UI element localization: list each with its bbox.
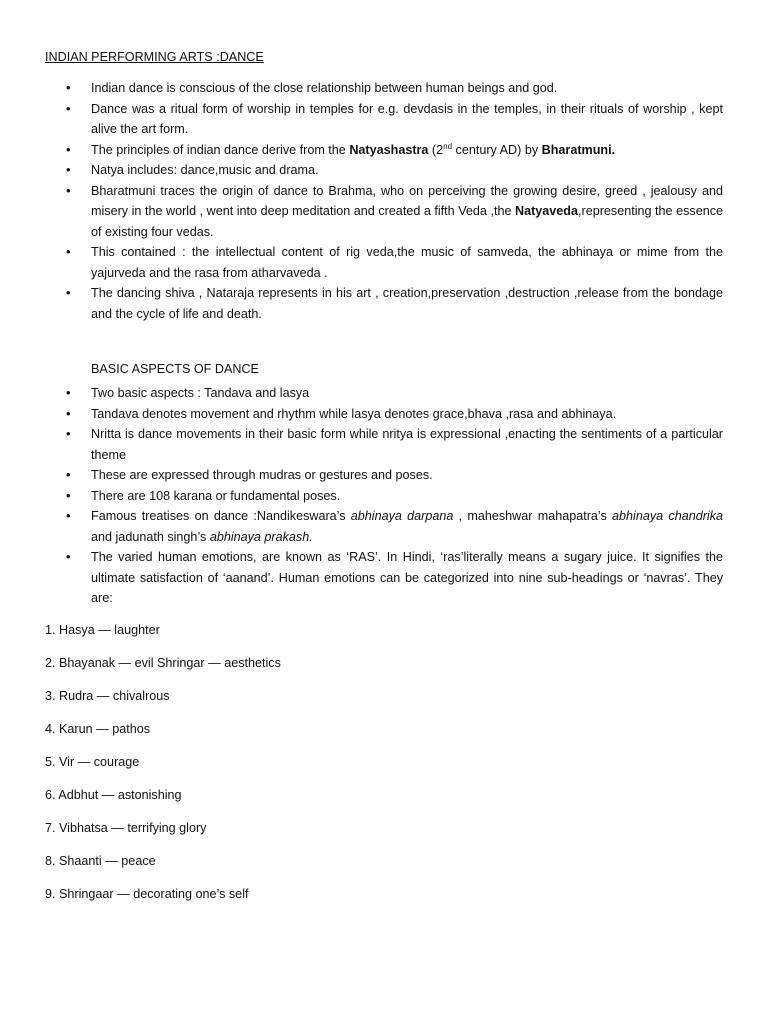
list-item: 6. Adbhut — astonishing — [45, 788, 182, 802]
list-item: 3. Rudra — chivalrous — [45, 689, 170, 703]
list-item: • There are 108 karana or fundamental poses. — [0, 486, 768, 507]
list-item: • Two basic aspects : Tandava and lasya — [0, 383, 768, 404]
bullet-icon: • — [66, 508, 71, 523]
list-item: • These are expressed through mudras or gestures and poses. — [0, 465, 768, 486]
aspects-bullet-list — [0, 383, 768, 609]
bullet-icon: • — [66, 549, 71, 564]
bullet-icon: • — [66, 285, 71, 300]
navras-list — [45, 620, 281, 917]
document-title: INDIAN PERFORMING ARTS :DANCE — [45, 50, 264, 64]
list-item: 7. Vibhatsa — terrifying glory — [45, 821, 207, 835]
list-item: • Bharatmuni traces the origin of dance to Brahma, who on perceiving the growing desire, greed , jealousy and misery in the world , went into deep meditation and created a fifth Veda ,the Natyaveda,representing the essence of existing four vedas. — [66, 182, 723, 239]
bullet-icon: • — [66, 426, 71, 441]
bullet-icon: • — [66, 141, 71, 157]
bullet-icon: • — [66, 100, 71, 116]
list-item: 8. Shaanti — peace — [45, 854, 156, 868]
bullet-icon: • — [66, 487, 71, 503]
intro-bullet-list — [0, 78, 768, 324]
list-item: 5. Vir — courage — [45, 755, 140, 769]
list-item: 9. Shringaar — decorating one’s self — [45, 887, 249, 901]
bullet-icon: • — [66, 244, 71, 259]
list-item: • Nritta is dance movements in their basic form while nritya is expressional ,enacting the sentiments of a particular theme — [66, 426, 723, 462]
list-item: • Dance was a ritual form of worship in temples for e.g. devdasis in the temples, in their rituals of worship , kept alive the art form. — [66, 100, 723, 136]
bullet-icon: • — [66, 467, 71, 482]
bullet-icon: • — [66, 80, 71, 95]
list-item: 4. Karun — pathos — [45, 722, 151, 736]
list-item: • This contained : the intellectual content of rig veda,the music of samveda, the abhinaya or mime from the yajurveda and the rasa from atharvaveda . — [66, 244, 723, 280]
bullet-icon: • — [66, 182, 71, 198]
list-item: • Indian dance is conscious of the close relationship between human beings and god. — [0, 78, 768, 99]
list-item: 1. Hasya — laughter — [45, 623, 160, 637]
bullet-icon: • — [66, 385, 71, 400]
section-heading: BASIC ASPECTS OF DANCE — [91, 362, 259, 376]
bullet-icon: • — [66, 405, 71, 421]
list-item: • Natya includes: dance,music and drama. — [0, 160, 768, 181]
list-item: • The dancing shiva , Nataraja represents in his art , creation,preservation ,destruction ,release from the bondage and the cycle of life and death. — [66, 285, 723, 321]
list-item: • The principles of indian dance derive from the Natyashastra (2nd century AD) by Bharatmuni. — [0, 140, 768, 161]
list-item: • Famous treatises on dance :Nandikeswara’s abhinaya darpana , maheshwar mahapatra’s abhinaya chandrika and jadunath singh’s abhinaya prakash. — [66, 508, 723, 544]
list-item: 2. Bhayanak — evil Shringar — aesthetics — [45, 656, 281, 670]
bullet-icon: • — [66, 162, 71, 177]
list-item: • The varied human emotions, are known as ‘RAS’. In Hindi, ‘ras’literally means a sugary juice. It signifies the ultimate satisfaction of ‘aanand’. Human emotions can be categorized into nine sub-headings or ‘navras’. They are: — [66, 549, 723, 605]
list-item: • Tandava denotes movement and rhythm while lasya denotes grace,bhava ,rasa and abhinaya. — [0, 404, 768, 425]
